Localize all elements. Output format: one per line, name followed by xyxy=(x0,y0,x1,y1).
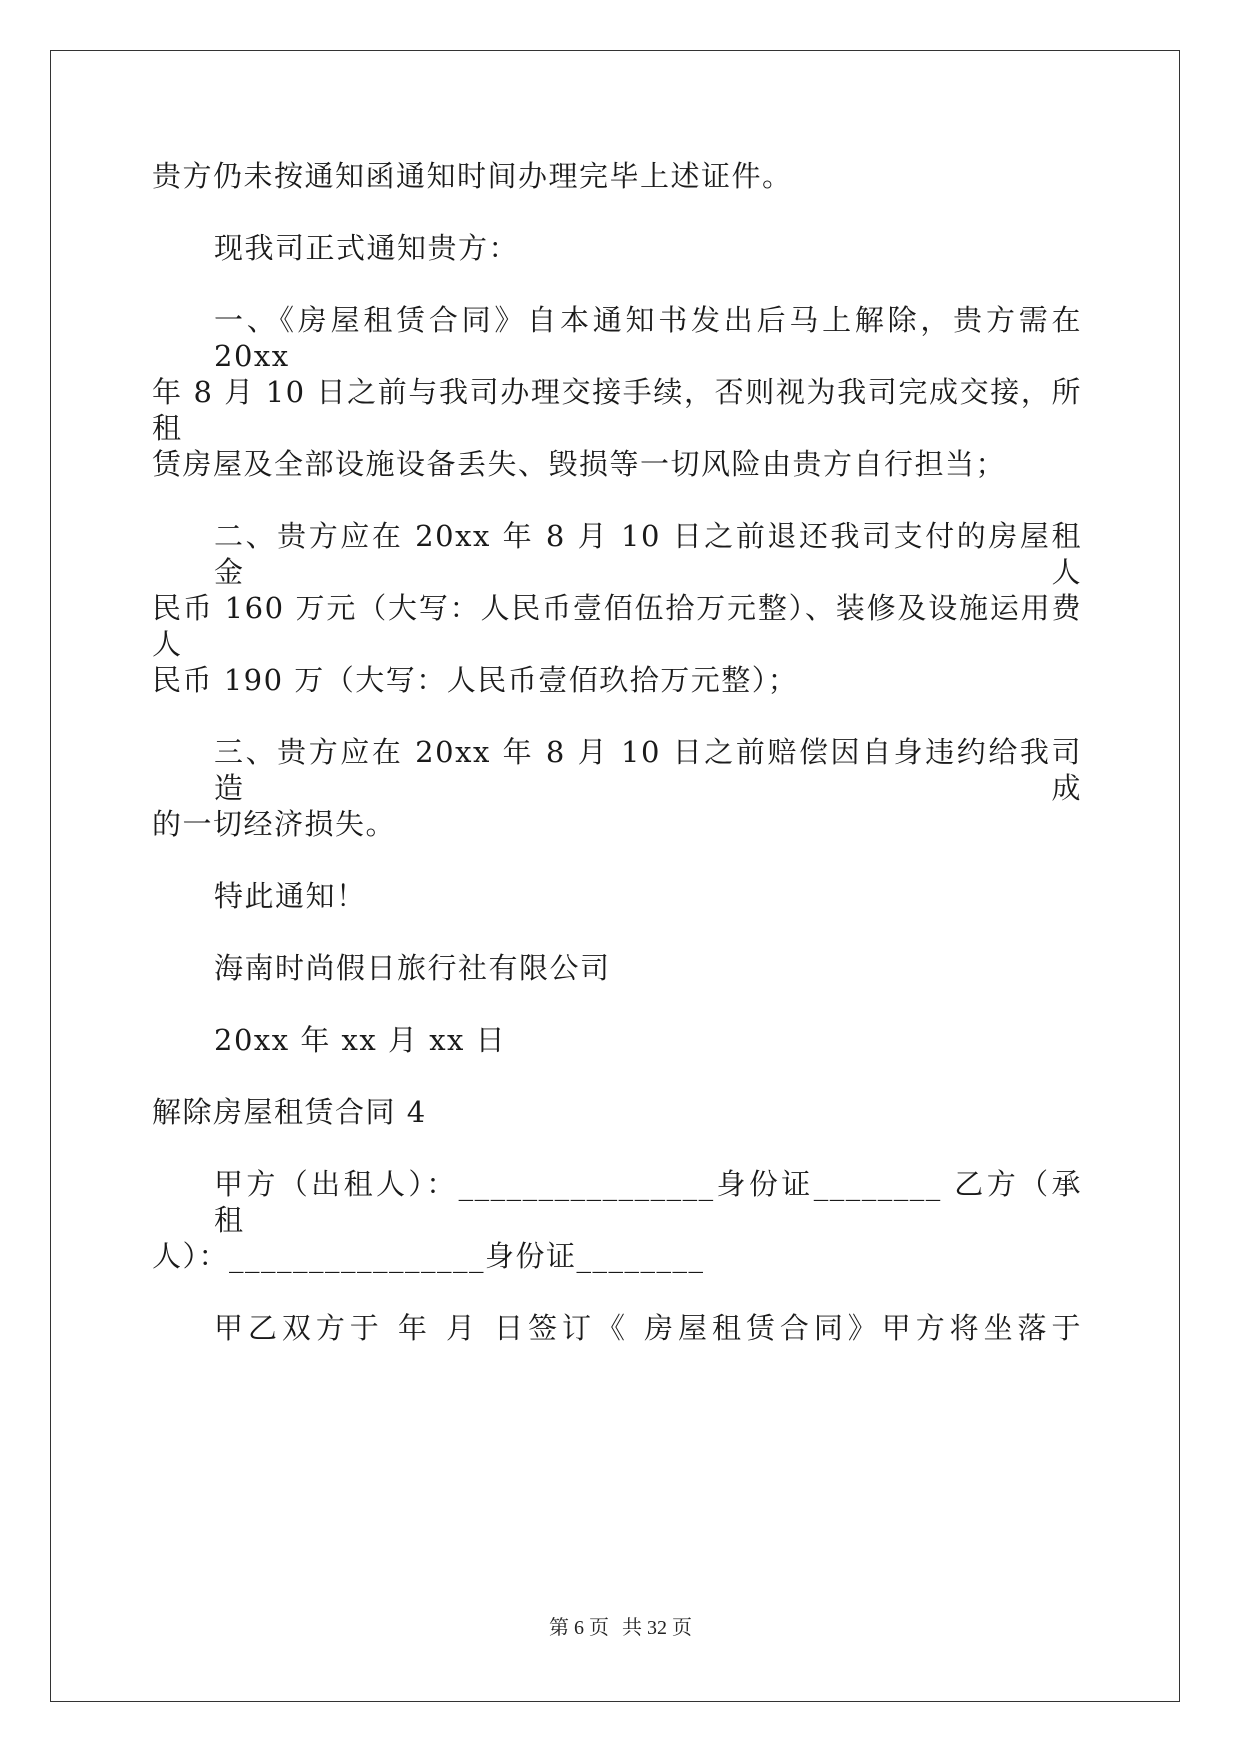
party-line: 人）：________________身份证________ xyxy=(152,1239,705,1273)
paragraph-line: 赁房屋及全部设施设备丢失、毁损等一切风险由贵方自行担当； xyxy=(152,447,1007,481)
page-border xyxy=(50,50,1180,1702)
paragraph-line: 一、《房屋租赁合同》自本通知书发出后马上解除，贵方需在 20xx xyxy=(214,303,1082,373)
date-line: 20xx 年 xx 月 xx 日 xyxy=(214,1023,507,1057)
closing-line: 特此通知！ xyxy=(214,879,367,913)
paragraph-line: 年 8 月 10 日之前与我司办理交接手续，否则视为我司完成交接，所租 xyxy=(152,375,1082,445)
section-title: 解除房屋租赁合同 4 xyxy=(152,1095,427,1129)
paragraph-line: 现我司正式通知贵方： xyxy=(214,231,520,265)
company-name: 海南时尚假日旅行社有限公司 xyxy=(214,951,611,985)
paragraph-line: 民币 160 万元（大写：人民币壹佰伍拾万元整）、装修及设施运用费人 xyxy=(152,591,1082,661)
paragraph-line: 民币 190 万（大写：人民币壹佰玖拾万元整）； xyxy=(152,663,799,697)
paragraph-line: 的一切经济损失。 xyxy=(152,807,397,841)
paragraph-line: 甲乙双方于 年 月 日签订《 房屋租赁合同》甲方将坐落于 xyxy=(214,1311,1082,1345)
page-number: 第 6 页 xyxy=(549,1617,609,1639)
paragraph-line: 二、贵方应在 20xx 年 8 月 10 日之前退还我司支付的房屋租金人 xyxy=(214,519,1082,589)
paragraph-line: 贵方仍未按通知函通知时间办理完毕上述证件。 xyxy=(152,159,793,193)
page-total: 共 32 页 xyxy=(622,1617,692,1639)
paragraph-line: 三、贵方应在 20xx 年 8 月 10 日之前赔偿因自身违约给我司造成 xyxy=(214,735,1082,805)
party-line: 甲方（出租人）：________________身份证________ 乙方（承租 xyxy=(214,1167,1082,1237)
page-footer xyxy=(0,1616,1241,1640)
